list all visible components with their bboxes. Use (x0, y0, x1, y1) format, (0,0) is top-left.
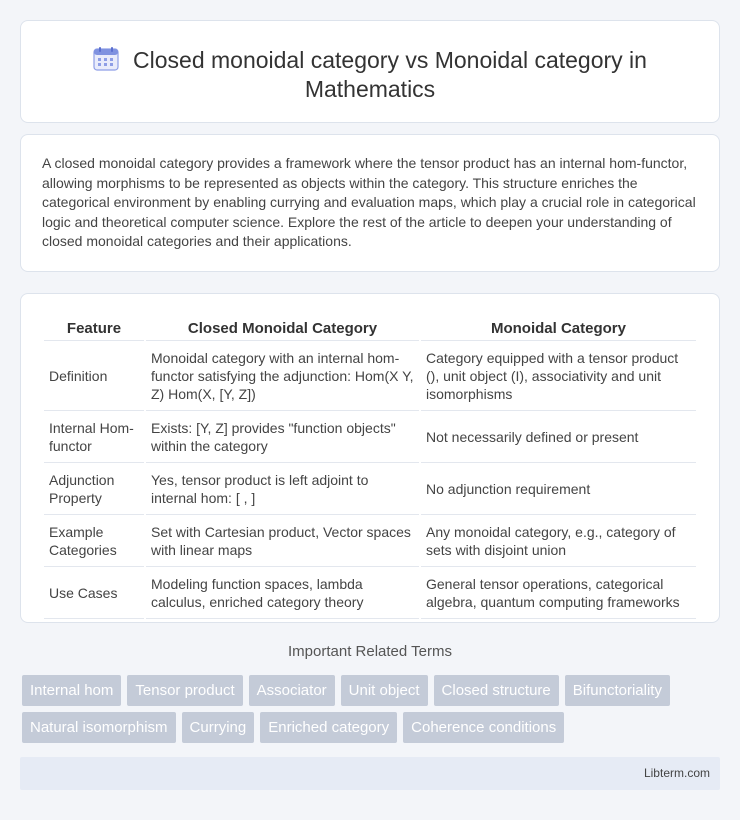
table-row (44, 517, 696, 567)
tag-natural-isomorphism[interactable]: Natural isomorphism (22, 712, 176, 743)
row-closed: Set with Cartesian product, Vector spaces with linear maps (146, 517, 419, 567)
table-row (44, 343, 696, 411)
table-row (44, 465, 696, 515)
intro-card (20, 134, 720, 272)
tag-internal-hom[interactable]: Internal hom (22, 675, 121, 706)
tag-unit-object[interactable]: Unit object (341, 675, 428, 706)
row-monoidal: General tensor operations, categorical algebra, quantum computing frameworks (421, 569, 696, 619)
row-feature: Use Cases (44, 569, 144, 619)
table-header-row (44, 317, 696, 341)
row-monoidal: Not necessarily defined or present (421, 413, 696, 463)
tag-closed-structure[interactable]: Closed structure (434, 675, 559, 706)
row-feature: Definition (44, 343, 144, 411)
page-title-text: Closed monoidal category vs Monoidal category in Mathematics (133, 47, 647, 102)
tag-enriched-category[interactable]: Enriched category (260, 712, 397, 743)
comparison-card (20, 293, 720, 623)
row-feature: Example Categories (44, 517, 144, 567)
row-feature: Adjunction Property (44, 465, 144, 515)
row-closed: Exists: [Y, Z] provides "function objects" within the category (146, 413, 419, 463)
table-row (44, 569, 696, 619)
footer (20, 757, 720, 790)
related-terms-heading: Important Related Terms (288, 643, 452, 660)
related-terms-list (22, 675, 722, 749)
tag-tensor-product[interactable]: Tensor product (127, 675, 242, 706)
header-feature: Feature (44, 317, 144, 341)
header-monoidal: Monoidal Category (421, 317, 696, 341)
calendar-icon (93, 47, 119, 71)
comparison-table (42, 315, 698, 621)
intro-paragraph: A closed monoidal category provides a framework where the tensor product has an internal hom-functor, allowing morphisms to be represented as objects within the category. This structure enriches the categorical environment by enabling currying and evaluation maps, which play a crucial role in categorical logic and theoretical computer science. Explore the rest of the article to deepen your understanding of closed monoidal categories and their applications. (42, 155, 696, 250)
header-closed-monoidal: Closed Monoidal Category (146, 317, 419, 341)
footer-site-link[interactable]: Libterm.com (643, 766, 710, 780)
table-row (44, 413, 696, 463)
title-card (20, 20, 720, 123)
row-closed: Monoidal category with an internal hom-functor satisfying the adjunction: Hom(X Y, Z) Hom(X, [Y, Z]) (146, 343, 419, 411)
tag-bifunctoriality[interactable]: Bifunctoriality (565, 675, 670, 706)
row-feature: Internal Hom-functor (44, 413, 144, 463)
page-title (21, 46, 719, 104)
tag-coherence-conditions[interactable]: Coherence conditions (403, 712, 564, 743)
row-monoidal: Category equipped with a tensor product (), unit object (I), associativity and unit isomorphisms (421, 343, 696, 411)
row-monoidal: Any monoidal category, e.g., category of sets with disjoint union (421, 517, 696, 567)
row-monoidal: No adjunction requirement (421, 465, 696, 515)
row-closed: Modeling function spaces, lambda calculus, enriched category theory (146, 569, 419, 619)
tag-currying[interactable]: Currying (182, 712, 255, 743)
tag-associator[interactable]: Associator (249, 675, 335, 706)
row-closed: Yes, tensor product is left adjoint to internal hom: [ , ] (146, 465, 419, 515)
